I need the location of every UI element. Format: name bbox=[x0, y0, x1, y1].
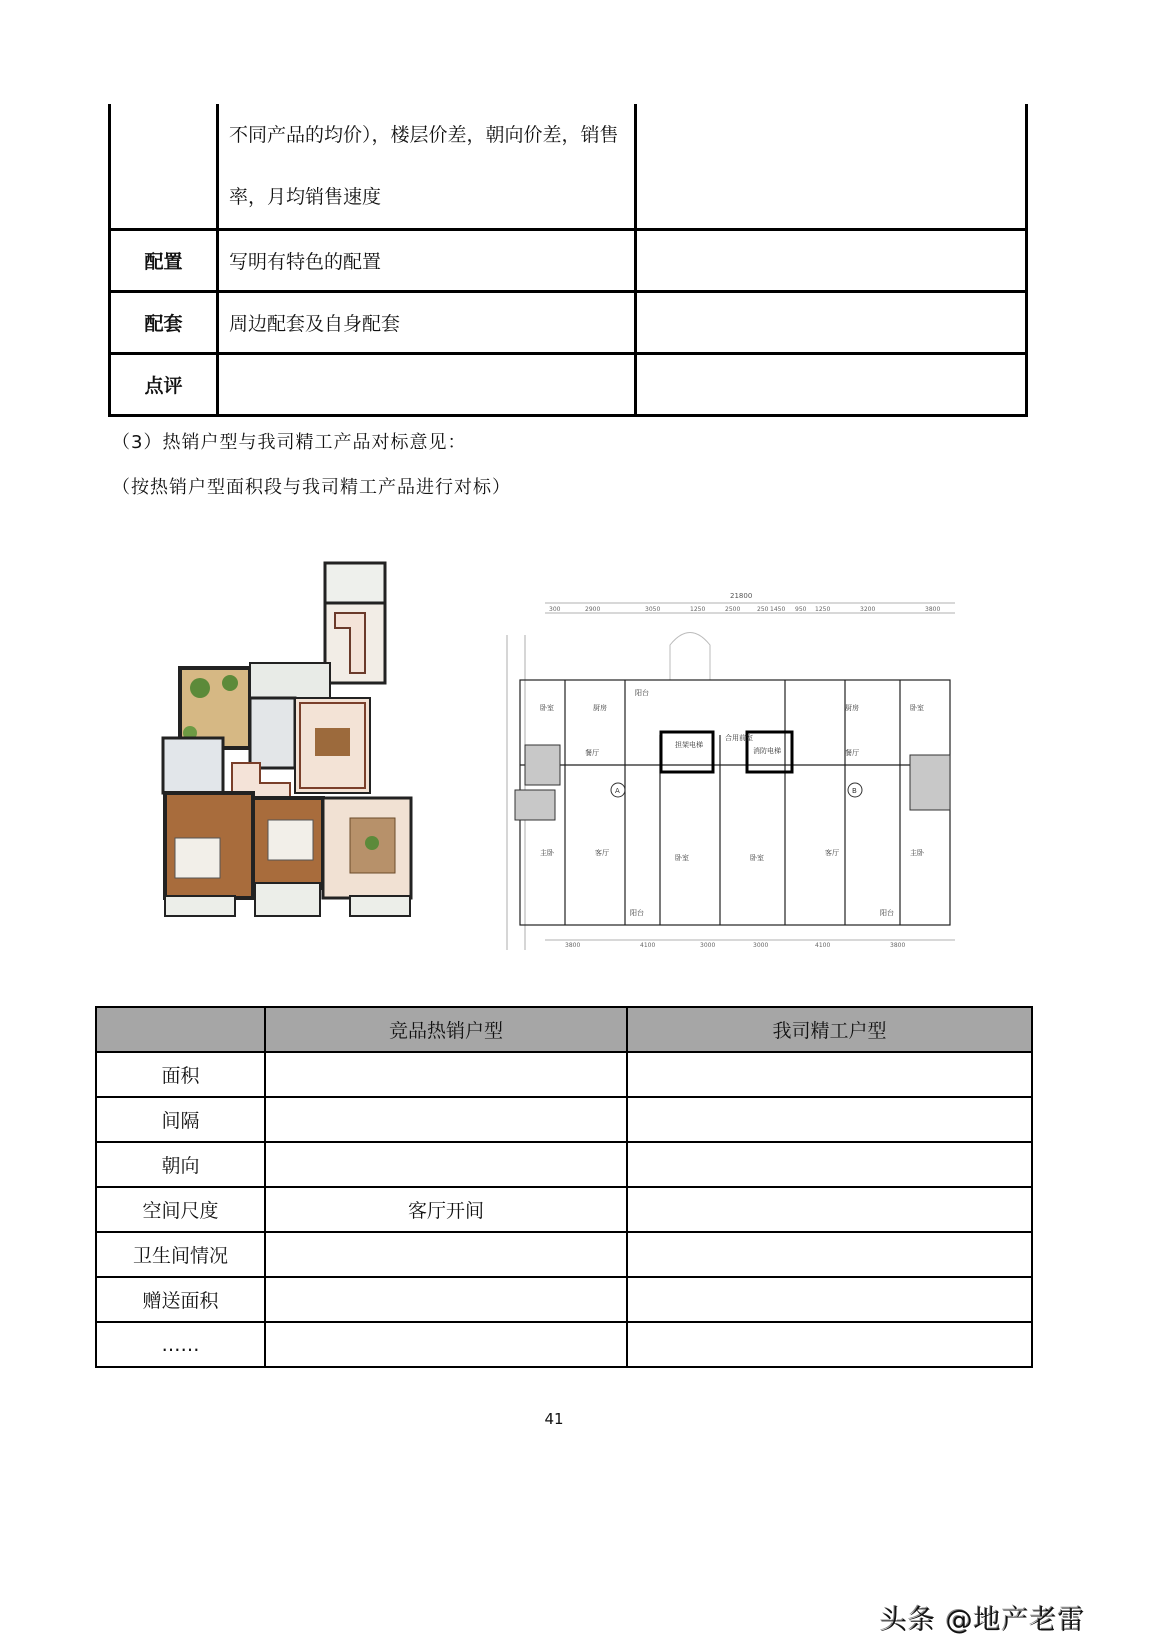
svg-text:厨房: 厨房 bbox=[593, 704, 607, 712]
svg-text:阳台: 阳台 bbox=[630, 909, 644, 917]
svg-text:客厅: 客厅 bbox=[825, 849, 839, 857]
svg-text:卧室: 卧室 bbox=[675, 854, 689, 862]
row-content bbox=[218, 354, 636, 416]
table-row bbox=[96, 1232, 1032, 1277]
svg-text:主卧: 主卧 bbox=[540, 849, 554, 857]
row-content bbox=[218, 104, 636, 230]
svg-text:3000: 3000 bbox=[753, 942, 769, 949]
row-value-cell[interactable] bbox=[636, 292, 1027, 354]
table-row bbox=[110, 354, 1027, 416]
competitor-cell[interactable] bbox=[265, 1142, 627, 1187]
svg-text:1250: 1250 bbox=[690, 606, 706, 613]
svg-text:1450: 1450 bbox=[770, 606, 786, 613]
svg-text:阳台: 阳台 bbox=[880, 909, 894, 917]
table-row bbox=[96, 1187, 1032, 1232]
svg-text:餐厅: 餐厅 bbox=[585, 749, 599, 757]
ours-cell[interactable] bbox=[627, 1232, 1032, 1277]
table-row bbox=[96, 1052, 1032, 1097]
competitor-cell[interactable]: 客厅开间 bbox=[265, 1187, 627, 1232]
row-label: 配置 bbox=[110, 230, 218, 292]
ours-cell[interactable] bbox=[627, 1322, 1032, 1367]
svg-text:3800: 3800 bbox=[565, 942, 581, 949]
svg-text:卧室: 卧室 bbox=[540, 704, 554, 712]
svg-text:3800: 3800 bbox=[890, 942, 906, 949]
table-row bbox=[96, 1142, 1032, 1187]
svg-text:卧室: 卧室 bbox=[750, 854, 764, 862]
svg-text:厨房: 厨房 bbox=[845, 704, 859, 712]
row-label bbox=[110, 104, 218, 230]
row-label: 配套 bbox=[110, 292, 218, 354]
svg-text:客厅: 客厅 bbox=[595, 849, 609, 857]
header-cell: 我司精工户型 bbox=[627, 1007, 1032, 1052]
row-value-cell[interactable] bbox=[636, 230, 1027, 292]
competitor-cell[interactable] bbox=[265, 1232, 627, 1277]
content-line: 不同产品的均价），楼层价差，朝向价差，销售 bbox=[229, 124, 619, 146]
table-row bbox=[110, 230, 1027, 292]
section-heading: （3）热销户型与我司精工产品对标意见： bbox=[112, 432, 467, 453]
project-info-table bbox=[108, 104, 1028, 417]
row-value-cell[interactable] bbox=[636, 354, 1027, 416]
table-row bbox=[110, 292, 1027, 354]
row-label: 空间尺度 bbox=[96, 1187, 265, 1232]
row-label: 间隔 bbox=[96, 1097, 265, 1142]
svg-text:3050: 3050 bbox=[645, 606, 661, 613]
svg-text:950: 950 bbox=[795, 606, 807, 613]
row-label: …… bbox=[96, 1322, 265, 1367]
ours-cell[interactable] bbox=[627, 1052, 1032, 1097]
comparison-table bbox=[95, 1006, 1033, 1368]
svg-text:3200: 3200 bbox=[860, 606, 876, 613]
page-number: 41 bbox=[544, 1410, 564, 1428]
table-row bbox=[110, 104, 1027, 230]
ours-cell[interactable] bbox=[627, 1187, 1032, 1232]
svg-text:300: 300 bbox=[549, 606, 561, 613]
table-row bbox=[96, 1322, 1032, 1367]
header-cell bbox=[96, 1007, 265, 1052]
competitor-cell[interactable] bbox=[265, 1277, 627, 1322]
svg-text:3800: 3800 bbox=[925, 606, 941, 613]
competitor-cell[interactable] bbox=[265, 1097, 627, 1142]
ours-cell[interactable] bbox=[627, 1097, 1032, 1142]
cad-floor-plan-image bbox=[485, 585, 955, 950]
row-label: 点评 bbox=[110, 354, 218, 416]
watermark: 头条 @地产老雷 bbox=[880, 1605, 1086, 1636]
svg-text:消防电梯: 消防电梯 bbox=[753, 747, 781, 755]
svg-text:2500: 2500 bbox=[725, 606, 741, 613]
row-content: 写明有特色的配置 bbox=[218, 230, 636, 292]
competitor-cell[interactable] bbox=[265, 1052, 627, 1097]
row-content: 周边配套及自身配套 bbox=[218, 292, 636, 354]
ours-cell[interactable] bbox=[627, 1277, 1032, 1322]
ours-cell[interactable] bbox=[627, 1142, 1032, 1187]
row-label: 朝向 bbox=[96, 1142, 265, 1187]
svg-text:4100: 4100 bbox=[815, 942, 831, 949]
dim-total-top: 21800 bbox=[730, 592, 753, 600]
svg-text:A: A bbox=[615, 787, 620, 795]
svg-text:卧室: 卧室 bbox=[910, 704, 924, 712]
colored-floor-plan-image bbox=[160, 558, 415, 920]
table-header-row bbox=[96, 1007, 1032, 1052]
table-row bbox=[96, 1277, 1032, 1322]
svg-text:3000: 3000 bbox=[700, 942, 716, 949]
svg-text:主卧: 主卧 bbox=[910, 849, 924, 857]
svg-text:1250: 1250 bbox=[815, 606, 831, 613]
svg-text:B: B bbox=[852, 787, 857, 795]
svg-text:餐厅: 餐厅 bbox=[845, 749, 859, 757]
row-label: 赠送面积 bbox=[96, 1277, 265, 1322]
svg-text:担架电梯: 担架电梯 bbox=[675, 741, 703, 749]
svg-text:4100: 4100 bbox=[640, 942, 656, 949]
table-row bbox=[96, 1097, 1032, 1142]
svg-text:2900: 2900 bbox=[585, 606, 601, 613]
svg-text:250: 250 bbox=[757, 606, 769, 613]
row-label: 面积 bbox=[96, 1052, 265, 1097]
svg-text:合用前室: 合用前室 bbox=[725, 734, 753, 742]
section-note: （按热销户型面积段与我司精工产品进行对标） bbox=[112, 477, 511, 498]
header-cell: 竞品热销户型 bbox=[265, 1007, 627, 1052]
svg-text:阳台: 阳台 bbox=[635, 689, 649, 697]
content-line: 率，月均销售速度 bbox=[229, 186, 382, 208]
row-label: 卫生间情况 bbox=[96, 1232, 265, 1277]
competitor-cell[interactable] bbox=[265, 1322, 627, 1367]
row-value-cell[interactable] bbox=[636, 104, 1027, 230]
